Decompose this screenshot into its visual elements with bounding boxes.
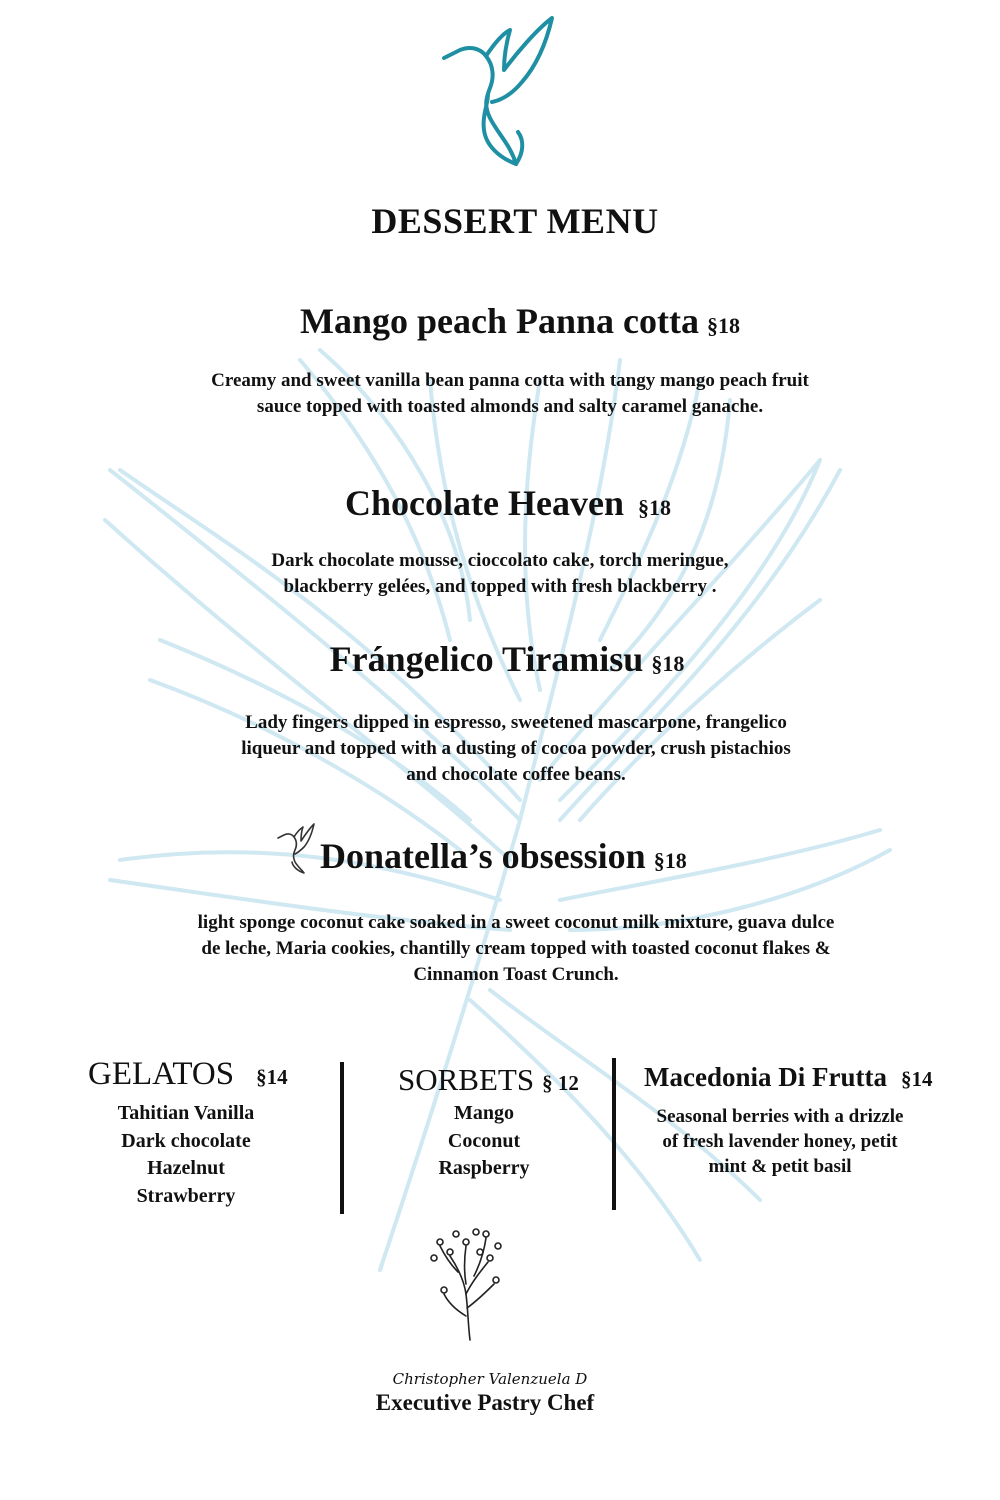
sorbets-price: § 12 <box>542 1071 579 1095</box>
menu-title: DESSERT MENU <box>371 201 659 241</box>
gelatos-price: §14 <box>256 1065 288 1089</box>
sorbets-header <box>398 1062 579 1098</box>
item-description: Lady fingers dipped in espresso, sweetened mascarpone, frangelico liqueur and topped with a dusting of cocoa powder, crush pistachios and chocolate coffee beans. <box>241 712 791 785</box>
chef-title: Executive Pastry Chef <box>375 1390 595 1415</box>
description-line: of fresh lavender honey, petit <box>662 1131 898 1152</box>
macedonia-header <box>644 1062 932 1093</box>
list-item: Raspberry <box>438 1157 530 1179</box>
column-divider <box>612 1058 616 1210</box>
macedonia-price: §14 <box>900 1067 933 1091</box>
gelatos-header <box>88 1056 288 1093</box>
item-name: Chocolate Heaven <box>345 483 624 523</box>
item-description: light sponge coconut cake soaked in a sweet coconut milk mixture, guava dulce de leche, Maria cookies, chantilly cream topped with toasted coconut flakes & Cinnamon Toast Crunch. <box>197 912 835 985</box>
item-name: Frángelico Tiramisu <box>329 639 644 679</box>
description-line: Seasonal berries with a drizzle <box>656 1106 904 1127</box>
item-price: §18 <box>707 313 740 338</box>
list-item: Coconut <box>447 1129 521 1152</box>
hummingbird-logo-icon <box>440 14 560 174</box>
list-item: Strawberry <box>136 1184 236 1207</box>
list-item: Mango <box>454 1102 514 1124</box>
column-divider <box>340 1062 344 1214</box>
hummingbird-icon <box>276 822 316 874</box>
gelatos-list <box>86 1100 286 1210</box>
menu-item-panna-cotta <box>0 300 1000 342</box>
macedonia-heading: Macedonia Di Frutta <box>644 1062 887 1092</box>
list-item: Tahitian Vanilla <box>117 1102 255 1124</box>
menu-item-donatellas-obsession <box>276 822 687 877</box>
menu-item-chocolate-heaven <box>0 482 1000 524</box>
gelatos-heading: GELATOS <box>88 1056 235 1092</box>
item-name: Donatella’s obsession <box>320 836 646 876</box>
item-price: §18 <box>637 495 671 520</box>
sorbets-heading: SORBETS <box>398 1062 535 1097</box>
item-description: Creamy and sweet vanilla bean panna cotta with tangy mango peach fruit sauce topped with toasted almonds and salty caramel ganache. <box>211 370 809 417</box>
item-price: §18 <box>651 651 685 676</box>
flower-sprig-icon <box>428 1224 508 1344</box>
macedonia-description <box>630 1104 930 1179</box>
chef-signature: Christopher Valenzuela D <box>392 1370 588 1388</box>
item-description: Dark chocolate mousse, cioccolato cake, torch meringue, blackberry gelées, and topped with fresh blackberry . <box>271 550 729 597</box>
description-line: mint & petit basil <box>708 1156 852 1177</box>
item-price: §18 <box>653 848 687 873</box>
sorbets-list <box>404 1100 564 1183</box>
menu-item-tiramisu <box>0 638 1000 680</box>
list-item: Dark chocolate <box>121 1129 251 1152</box>
list-item: Hazelnut <box>147 1157 225 1179</box>
item-name: Mango peach Panna cotta <box>300 301 699 341</box>
